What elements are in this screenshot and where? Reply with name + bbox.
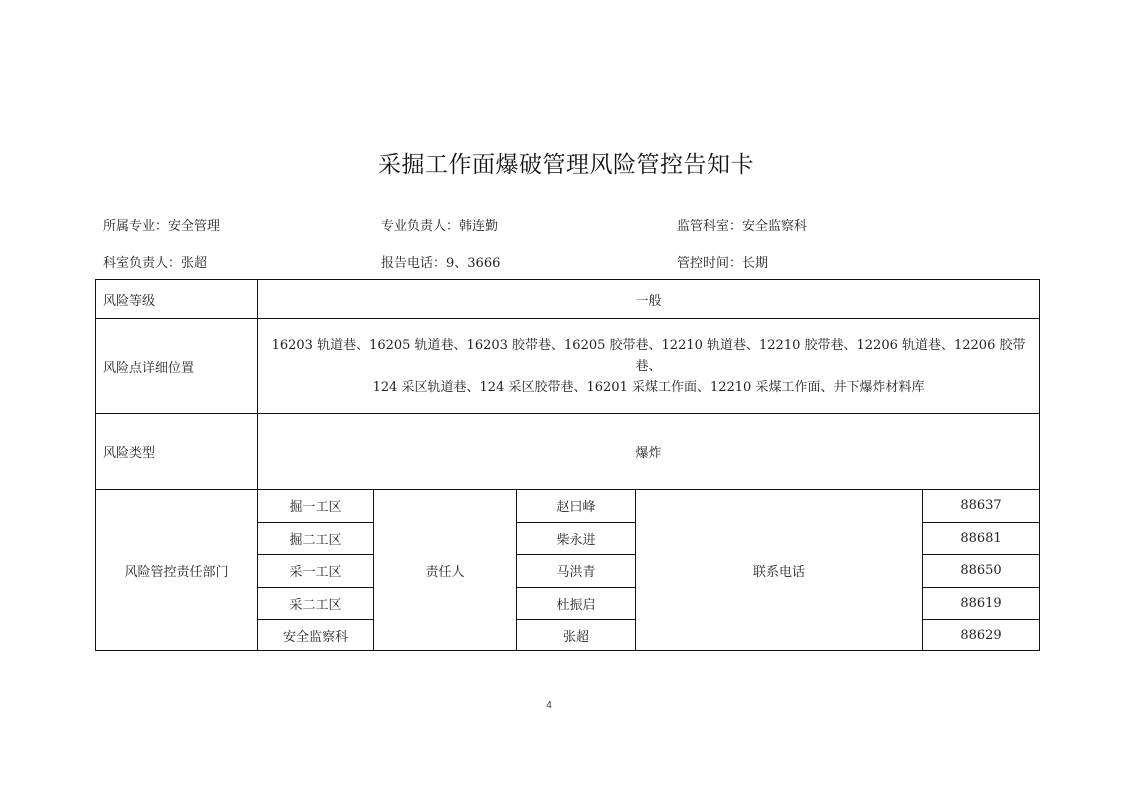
location-line-2: 124 采区轨道巷、124 采区胶带巷、16201 采煤工作面、12210 采煤工作面、井下爆炸材料库 [372, 379, 925, 395]
meta-supervising-dept: 监管科室：安全监察科 [677, 219, 808, 234]
document-title: 采掘工作面爆破管理风险管控告知卡 [378, 152, 754, 178]
dept-cell: 采一工区 [258, 555, 374, 588]
table-row [96, 490, 1040, 523]
location-line-1: 16203 轨道巷、16205 轨道巷、16203 胶带巷、16205 胶带巷、12210 轨道巷、12210 胶带巷、12206 轨道巷、12206 胶带巷、 [271, 337, 1026, 374]
phone-cell: 88637 [923, 490, 1040, 523]
responsible-label: 责任人 [374, 490, 517, 651]
risk-type-label: 风险类型 [96, 414, 258, 490]
location-value [258, 319, 1040, 414]
phone-cell: 88629 [923, 620, 1040, 651]
person-cell: 马洪青 [517, 555, 636, 588]
phone-label: 联系电话 [636, 490, 923, 651]
dept-cell: 掘一工区 [258, 490, 374, 523]
person-cell: 柴永进 [517, 522, 636, 555]
meta-control-period: 管控时间：长期 [677, 256, 769, 271]
person-cell: 张超 [517, 620, 636, 651]
page-number: 4 [546, 700, 552, 711]
dept-cell: 掘二工区 [258, 522, 374, 555]
phone-cell: 88619 [923, 587, 1040, 620]
dept-cell: 安全监察科 [258, 620, 374, 651]
row-risk-type [96, 414, 1040, 490]
meta-specialty-lead: 专业负责人：韩连勤 [381, 219, 499, 234]
risk-level-value: 一般 [258, 280, 1040, 319]
dept-label: 风险管控责任部门 [96, 490, 258, 651]
dept-cell: 采二工区 [258, 587, 374, 620]
risk-level-label: 风险等级 [96, 280, 258, 319]
phone-cell: 88681 [923, 522, 1040, 555]
row-location [96, 319, 1040, 414]
risk-type-value: 爆炸 [258, 414, 1040, 490]
person-cell: 赵曰峰 [517, 490, 636, 523]
meta-dept-lead: 科室负责人：张超 [103, 256, 208, 271]
risk-card-table [95, 279, 1040, 651]
meta-report-phone: 报告电话：9、3666 [381, 256, 501, 271]
row-risk-level [96, 280, 1040, 319]
phone-cell: 88650 [923, 555, 1040, 588]
person-cell: 杜振启 [517, 587, 636, 620]
meta-specialty: 所属专业：安全管理 [103, 219, 221, 234]
location-label: 风险点详细位置 [96, 319, 258, 414]
